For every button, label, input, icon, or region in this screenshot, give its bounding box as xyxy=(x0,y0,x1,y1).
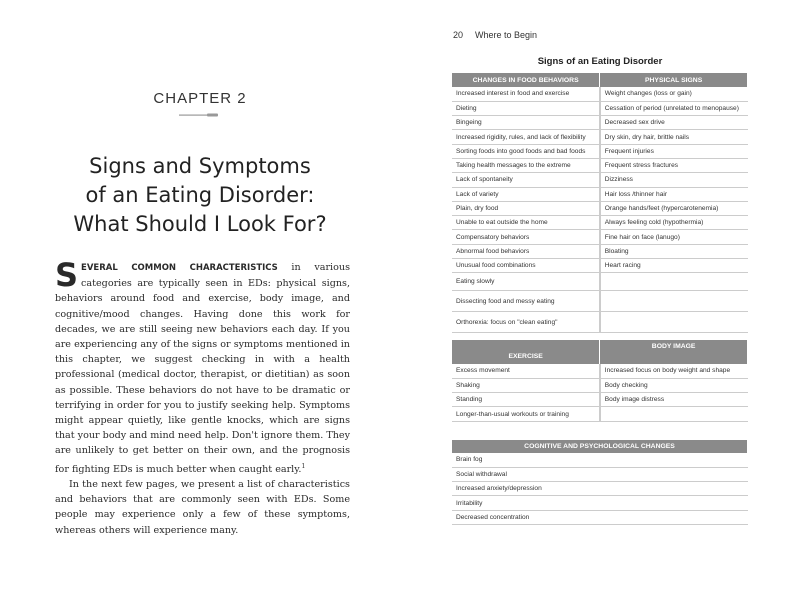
table-cell: Bloating xyxy=(600,244,748,258)
table-cell: Fine hair on face (lanugo) xyxy=(600,230,748,244)
table-cell: Always feeling cold (hypothermia) xyxy=(600,216,748,230)
table-cell: Dry skin, dry hair, brittle nails xyxy=(600,130,748,144)
table-cell: Heart racing xyxy=(600,259,748,273)
table-cell: Increased anxiety/depression xyxy=(452,482,748,496)
table-cell: Lack of variety xyxy=(452,187,600,201)
table-cell: Dissecting food and messy eating xyxy=(452,291,600,312)
table-cell: Increased interest in food and exercise xyxy=(452,87,600,101)
table-row xyxy=(452,291,748,312)
column-header: CHANGES IN FOOD BEHAVIORS xyxy=(452,73,600,87)
food-physical-table xyxy=(452,73,748,333)
column-header: PHYSICAL SIGNS xyxy=(600,73,748,87)
chapter-label: CHAPTER 2 xyxy=(153,90,247,107)
table-cell: Social withdrawal xyxy=(452,467,748,481)
table-row xyxy=(452,510,748,524)
table-cell: Longer-than-usual workouts or training xyxy=(452,407,600,421)
footnote-mark: 1 xyxy=(301,462,306,470)
table-row xyxy=(452,130,748,144)
table-cell: Hair loss /thinner hair xyxy=(600,187,748,201)
table-cell: Cessation of period (unrelated to menopause) xyxy=(600,101,748,115)
table-cell: Dieting xyxy=(452,101,600,115)
table-cell: Dizziness xyxy=(600,173,748,187)
table-cell: Abnormal food behaviors xyxy=(452,244,600,258)
table-cell: Excess movement xyxy=(452,364,600,378)
cognitive-table xyxy=(452,440,748,525)
table-cell: Unable to eat outside the home xyxy=(452,216,600,230)
table-cell: Orange hands/feet (hypercarotenemia) xyxy=(600,201,748,215)
right-page xyxy=(400,0,800,597)
drop-cap: S xyxy=(55,256,79,294)
table-cell: Lack of spontaneity xyxy=(452,173,600,187)
table-row xyxy=(452,259,748,273)
table-cell: Standing xyxy=(452,393,600,407)
table-row xyxy=(452,312,748,333)
paragraph: In the next few pages, we present a list of characteristics and behaviors that are commonly seen with EDs. Some people may experience only a few of these symptoms, whereas others will experience many. xyxy=(55,479,350,536)
table-row xyxy=(452,230,748,244)
table-row xyxy=(452,467,748,481)
table-cell: Orthorexia: focus on "clean eating" xyxy=(452,312,600,333)
table-row xyxy=(452,393,748,407)
table-cell xyxy=(600,407,748,421)
column-header: COGNITIVE AND PSYCHOLOGICAL CHANGES xyxy=(452,440,748,453)
table-cell: Irritability xyxy=(452,496,748,510)
table-row xyxy=(452,407,748,421)
table-row xyxy=(452,101,748,115)
table-cell: Bingeing xyxy=(452,116,600,130)
table-row xyxy=(452,378,748,392)
table-cell: Sorting foods into good foods and bad foods xyxy=(452,144,600,158)
running-header xyxy=(453,30,537,40)
title-line: Signs and Symptoms xyxy=(89,154,311,178)
paragraph-text: in various categories are typically seen in EDs: physical signs, behaviors around food and exercise, body image, and cognitive/mood changes. Having done this work for decades, we are still seeing new behaviors each day. If you are experiencing any of the signs or symptoms mentioned in this chapter, we suggest checking in with a health professional (medical doctor, therapist, or dietitian) as soon as possible. These behaviors do not have to be dramatic or terrifying in order for you to justify seeking help. Symptoms might appear quietly, like gentle knocks, which are signs that your body and mind need help. Don't ignore them. They are unlikely to get better on their own, and the prognosis for fighting EDs is much better when caught early. xyxy=(55,262,350,475)
table-cell: Frequent injuries xyxy=(600,144,748,158)
table-row xyxy=(452,87,748,101)
table-row xyxy=(452,496,748,510)
table-row xyxy=(452,173,748,187)
paragraph xyxy=(55,256,350,477)
table-cell: Weight changes (loss or gain) xyxy=(600,87,748,101)
table-cell: Shaking xyxy=(452,378,600,392)
table-cell: Brain fog xyxy=(452,453,748,467)
table-row xyxy=(452,187,748,201)
fork-ornament-icon xyxy=(179,113,219,117)
table-row xyxy=(452,216,748,230)
table-row xyxy=(452,144,748,158)
chapter-title xyxy=(40,152,360,239)
table-row xyxy=(452,116,748,130)
title-line: What Should I Look For? xyxy=(73,212,327,236)
table-title: Signs of an Eating Disorder xyxy=(537,56,663,67)
table-cell xyxy=(600,291,748,312)
table-cell: Increased rigidity, rules, and lack of flexibility xyxy=(452,130,600,144)
table-cell: Decreased sex drive xyxy=(600,116,748,130)
table-cell: Body checking xyxy=(600,378,748,392)
table-cell: Eating slowly xyxy=(452,273,600,291)
table-row xyxy=(452,482,748,496)
table-cell: Taking health messages to the extreme xyxy=(452,158,600,172)
lead-in: EVERAL COMMON CHARACTERISTICS xyxy=(81,263,278,273)
table-cell: Unusual food combinations xyxy=(452,259,600,273)
body-text xyxy=(55,256,350,538)
table-cell: Increased focus on body weight and shape xyxy=(600,364,748,378)
table-cell: Body image distress xyxy=(600,393,748,407)
table-cell: Plain, dry food xyxy=(452,201,600,215)
page-number: 20 xyxy=(453,30,464,40)
table-row xyxy=(452,364,748,378)
table-row xyxy=(452,244,748,258)
column-header: EXERCISE xyxy=(452,340,600,364)
table-cell: Compensatory behaviors xyxy=(452,230,600,244)
column-header: BODY IMAGE xyxy=(600,340,748,364)
exercise-bodyimage-table xyxy=(452,340,748,422)
table-row xyxy=(452,453,748,467)
table-row xyxy=(452,201,748,215)
table-cell xyxy=(600,312,748,333)
table-row xyxy=(452,158,748,172)
table-row xyxy=(452,273,748,291)
table-cell xyxy=(600,273,748,291)
table-cell: Frequent stress fractures xyxy=(600,158,748,172)
running-head: Where to Begin xyxy=(475,30,538,40)
title-line: of an Eating Disorder: xyxy=(85,183,315,207)
table-cell: Decreased concentration xyxy=(452,510,748,524)
